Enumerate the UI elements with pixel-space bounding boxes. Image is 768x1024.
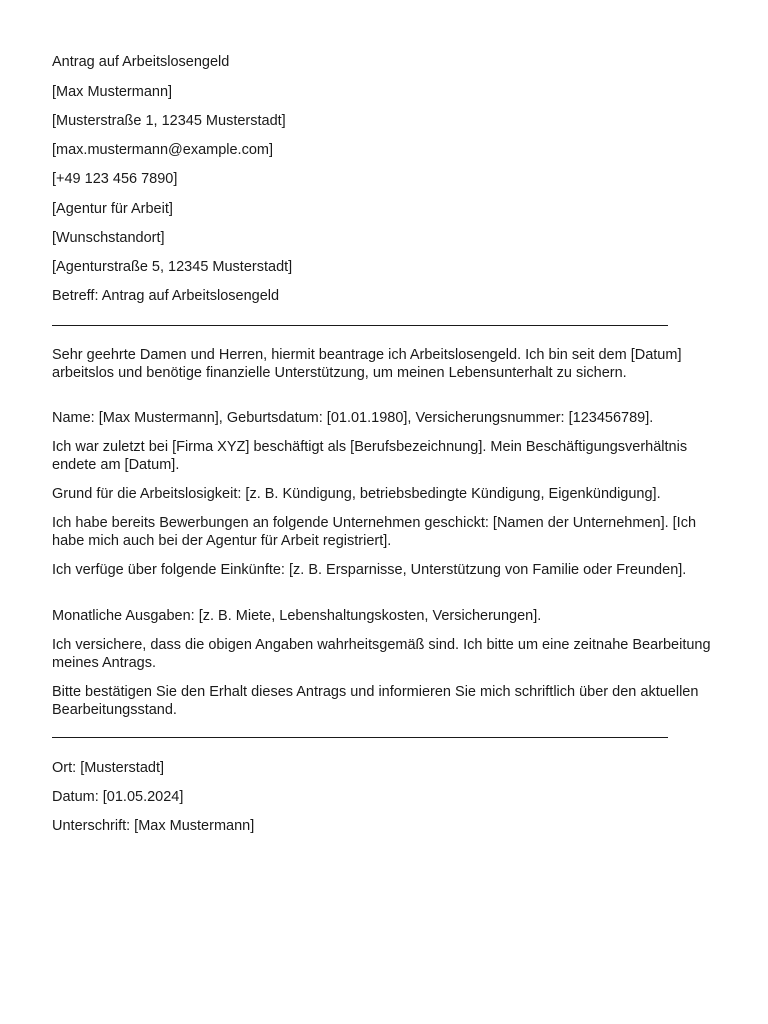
body-paragraph: Ich verfüge über folgende Einkünfte: [z. B. Ersparnisse, Unterstützung von Familie oder Freunden]. [52,562,687,578]
signature-line: Unterschrift: [Max Mustermann] [52,818,255,834]
recipient-name: [Agentur für Arbeit] [52,201,173,217]
body-paragraph: Name: [Max Mustermann], Geburtsdatum: [01.01.1980], Versicherungsnummer: [123456789]. [52,410,654,426]
sender-email: [max.mustermann@example.com] [52,142,274,158]
body-paragraph: Ich war zuletzt bei [Firma XYZ] beschäftigt als [Berufsbezeichnung]. Mein Beschäftigungsverhältnis endete am [Datum]. [52,439,688,473]
sender-address: [Musterstraße 1, 12345 Musterstadt] [52,113,286,129]
document-title: Antrag auf Arbeitslosengeld [52,54,230,70]
body-paragraph: Ich versichere, dass die obigen Angaben wahrheitsgemäß sind. Ich bitte um eine zeitnahe Bearbeitung meines Antrags. [52,637,711,671]
sender-name: [Max Mustermann] [52,84,173,100]
sender-phone: [+49 123 456 7890] [52,171,178,187]
divider-bottom [52,737,668,738]
date-line: Datum: [01.05.2024] [52,789,184,805]
recipient-location: [Wunschstandort] [52,230,165,246]
subject-line: Betreff: Antrag auf Arbeitslosengeld [52,288,280,304]
place-line: Ort: [Musterstadt] [52,760,164,776]
recipient-address: [Agenturstraße 5, 12345 Musterstadt] [52,259,293,275]
body-paragraph: Bitte bestätigen Sie den Erhalt dieses Antrags und informieren Sie mich schriftlich über den aktuellen Bearbeitungsstand. [52,684,699,718]
body-paragraph: Grund für die Arbeitslosigkeit: [z. B. Kündigung, betriebsbedingte Kündigung, Eigenkündigung]. [52,486,661,502]
divider-top [52,325,668,326]
body-paragraph: Monatliche Ausgaben: [z. B. Miete, Lebenshaltungskosten, Versicherungen]. [52,608,542,624]
body-paragraph: Ich habe bereits Bewerbungen an folgende Unternehmen geschickt: [Namen der Unternehmen]. [Ich habe mich auch bei der Agentur für Arbeit registriert]. [52,515,697,549]
body-paragraph: Sehr geehrte Damen und Herren, hiermit beantrage ich Arbeitslosengeld. Ich bin seit dem [Datum] arbeitslos und benötige finanzielle Unterstützung, um meinen Lebensunterhalt zu sichern. [52,347,682,381]
